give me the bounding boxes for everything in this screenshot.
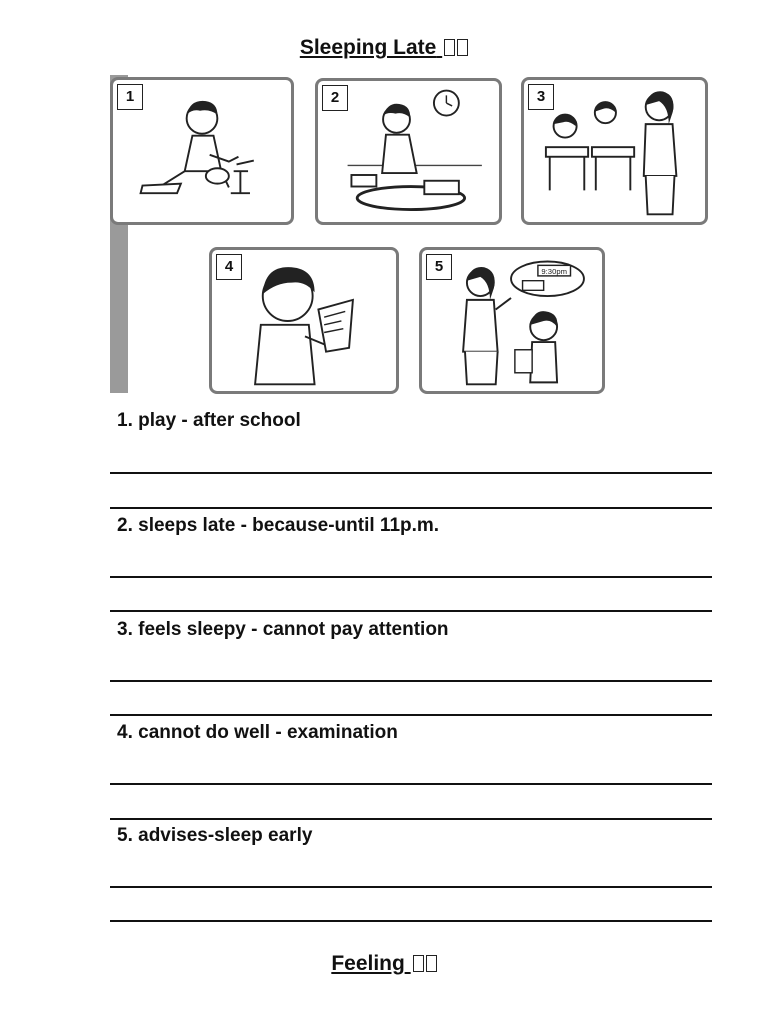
writing-line[interactable] [110, 576, 712, 578]
writing-line[interactable] [110, 886, 712, 888]
picture-number: 5 [426, 254, 452, 280]
missing-glyph-icon [426, 955, 437, 972]
writing-line[interactable] [110, 610, 712, 612]
picture-number: 1 [117, 84, 143, 110]
worksheet-title [0, 36, 768, 60]
prompt-1: 1. play - after school [117, 410, 301, 431]
missing-glyph-icon [444, 39, 455, 56]
writing-line[interactable] [110, 507, 712, 509]
picture-panel-3 [521, 77, 708, 225]
writing-line[interactable] [110, 783, 712, 785]
feeling-heading [0, 952, 768, 976]
picture-panel-5 [419, 247, 605, 394]
picture-panel-4 [209, 247, 399, 394]
writing-line[interactable] [110, 920, 712, 922]
feeling-heading-text: Feeling [331, 952, 405, 975]
picture-panel-1 [110, 77, 294, 225]
picture-panel-2 [315, 78, 502, 225]
writing-line[interactable] [110, 472, 712, 474]
missing-glyph-icon [413, 955, 424, 972]
prompt-3: 3. feels sleepy - cannot pay attention [117, 619, 449, 640]
writing-line[interactable] [110, 818, 712, 820]
prompt-5: 5. advises-sleep early [117, 825, 313, 846]
picture-number: 4 [216, 254, 242, 280]
writing-line[interactable] [110, 714, 712, 716]
picture-number: 2 [322, 85, 348, 111]
prompt-4: 4. cannot do well - examination [117, 722, 398, 743]
writing-line[interactable] [110, 680, 712, 682]
picture-number: 3 [528, 84, 554, 110]
bubble-time-text: 9:30pm [541, 266, 567, 276]
missing-glyph-icon [457, 39, 468, 56]
prompt-2: 2. sleeps late - because-until 11p.m. [117, 515, 440, 536]
worksheet-title-text: Sleeping Late [299, 36, 437, 59]
